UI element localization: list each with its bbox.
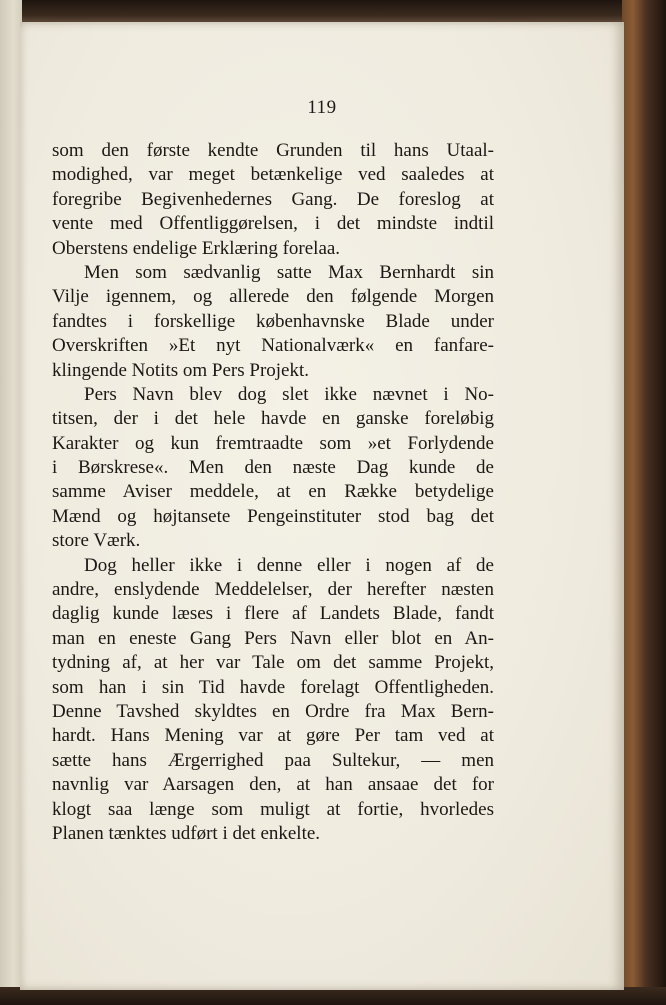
book-cover-top-edge: [0, 0, 666, 22]
text-line: sætte hans Ærgerrighed paa Sultekur, — men: [52, 749, 494, 771]
text-line: klogt saa længe som muligt at fortie, hvorledes: [52, 798, 494, 820]
text-line: andre, enslydende Meddelelser, der herefter næsten: [52, 579, 494, 601]
body-text: [52, 139, 494, 846]
text-line: daglig kunde læses i flere af Landets Blade, fandt: [52, 603, 494, 625]
text-line: vente med Offentliggørelsen, i det mindste indtil: [52, 213, 494, 235]
text-line: som den første kendte Grunden til hans Utaal-: [52, 140, 494, 161]
text-line: som han i sin Tid havde forelagt Offentligheden.: [52, 676, 494, 698]
page-left-edge: [0, 0, 22, 1005]
text-line: klingende Notits om Pers Projekt.: [52, 359, 310, 381]
text-line: Men som sædvanlig satte Max Bernhardt sin: [84, 261, 494, 283]
text-line: foregribe Begivenhedernes Gang. De foreslog at: [52, 188, 494, 210]
text-line: Mænd og højtansete Pengeinstituter stod bag det: [52, 505, 494, 527]
text-line: i Børskrese«. Men den næste Dag kunde de: [52, 457, 494, 479]
text-line: titsen, der i det hele havde en ganske foreløbig: [52, 408, 494, 430]
text-line: Denne Tavshed skyldtes en Ordre fra Max Bern-: [52, 700, 494, 722]
book-page: [20, 22, 624, 990]
text-line: Overskriften »Et nyt Nationalværk« en fanfare-: [52, 335, 494, 357]
text-line: Karakter og kun fremtraadte som »et Forlydende: [52, 432, 494, 454]
text-line: Planen tænktes udført i det enkelte.: [52, 822, 321, 844]
text-line: fandtes i forskellige københavnske Blade under: [52, 310, 494, 332]
text-line: navnlig var Aarsagen den, at han ansaae det for: [52, 774, 494, 796]
text-line: Vilje igennem, og allerede den følgende Morgen: [52, 286, 494, 308]
text-line: Oberstens endelige Erklæring forelaa.: [52, 237, 341, 259]
book-cover-right-edge: [622, 0, 666, 1005]
text-line: modighed, var meget betænkelige ved saaledes at: [52, 164, 494, 186]
text-line: samme Aviser meddele, at en Række betydelige: [52, 481, 494, 503]
text-line: Pers Navn blev dog slet ikke nævnet i No-: [84, 383, 494, 405]
text-line: tydning af, at her var Tale om det samme Projekt,: [52, 652, 494, 674]
text-line: hardt. Hans Mening var at gøre Per tam ved at: [52, 725, 494, 747]
text-line: store Værk.: [52, 530, 141, 552]
text-line: Dog heller ikke i denne eller i nogen af de: [84, 554, 494, 576]
page-number: 119: [307, 97, 337, 118]
text-line: man en eneste Gang Pers Navn eller blot en An-: [52, 627, 494, 649]
